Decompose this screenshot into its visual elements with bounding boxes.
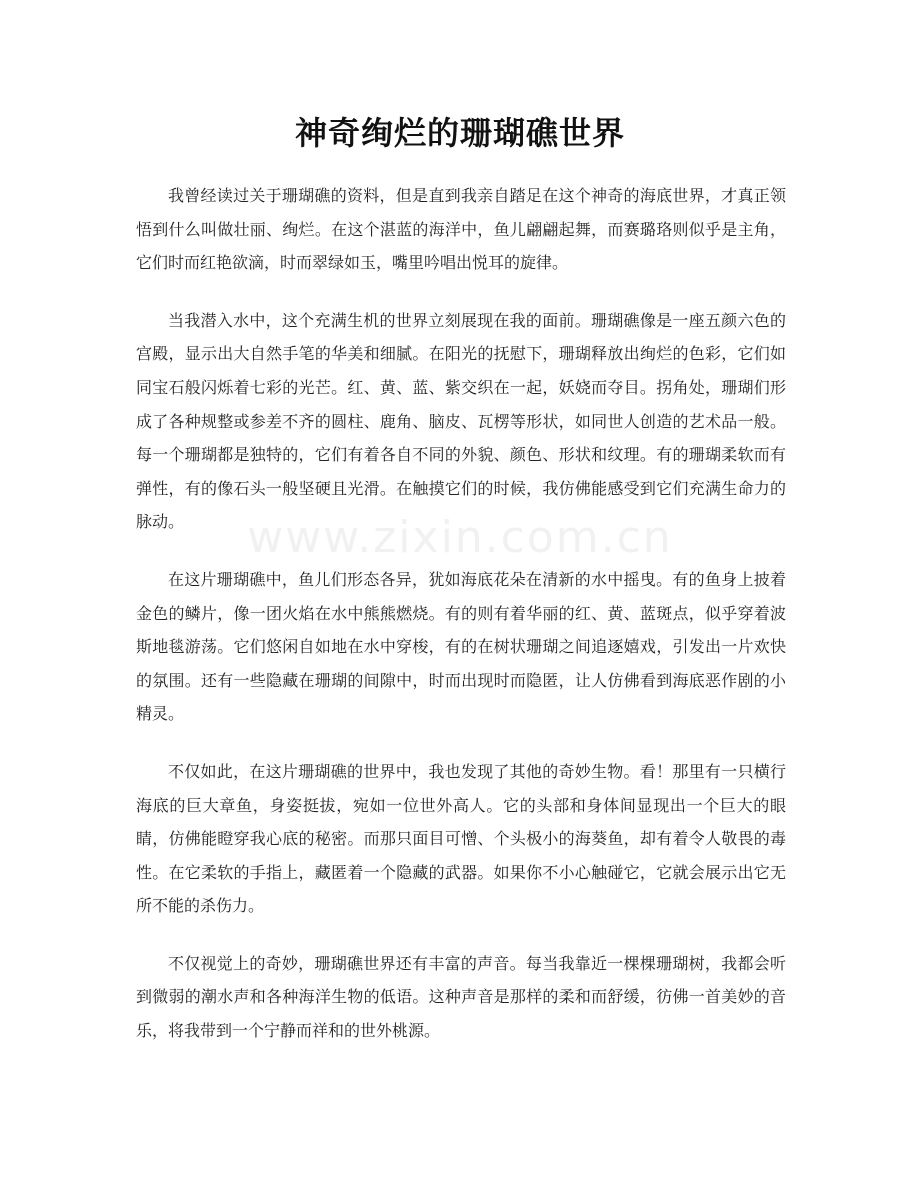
- document-title: 神奇绚烂的珊瑚礁世界: [294, 114, 625, 152]
- paragraph-3: 在这片珊瑚礁中，鱼儿们形态各异，犹如海底花朵在清新的水中摇曳。有的鱼身上披着金色的鳞片，像一团火焰在水中熊熊燃烧。有的则有着华丽的红、黄、蓝斑点，似乎穿着波斯地毯游荡。它们悠闲自如地在水中穿梭，有的在树状珊瑚之间追逐嬉戏，引发出一片欢快的氛围。还有一些隐藏在珊瑚的间隙中，时而出现时而隐匿，让人仿佛看到海底恶作剧的小精灵。: [136, 569, 786, 724]
- paragraph-5: 不仅视觉上的奇妙，珊瑚礁世界还有丰富的声音。每当我靠近一棵棵珊瑚树，我都会听到微弱的潮水声和各种海洋生物的低语。这种声音是那样的柔和而舒缓，彷佛一首美妙的音乐，将我带到一个宁静而祥和的世外桃源。: [136, 953, 786, 1041]
- paragraph-1: 我曾经读过关于珊瑚礁的资料，但是直到我亲自踏足在这个神奇的海底世界，才真正领悟到什么叫做壮丽、绚烂。在这个湛蓝的海洋中，鱼儿翩翩起舞，而赛璐珞则似乎是主角，它们时而红艳欲滴，时而翠绿如玉，嘴里吟唱出悦耳的旋律。: [136, 186, 786, 273]
- document-body: [136, 179, 786, 1072]
- watermark: www.zixin.com.cn: [247, 512, 673, 563]
- paragraph-2: 当我潜入水中，这个充满生机的世界立刻展现在我的面前。珊瑚礁像是一座五颜六色的宫殿，显示出大自然手笔的华美和细腻。在阳光的抚慰下，珊瑚释放出绚烂的色彩，它们如同宝石般闪烁着七彩的光芒。红、黄、蓝、紫交织在一起，妖娆而夺目。拐角处，珊瑚们形成了各种规整或参差不齐的圆柱、鹿角、脑皮、瓦楞等形状，如同世人创造的艺术品一般。每一个珊瑚都是独特的，它们有着各自不同的外貌、颜色、形状和纹理。有的珊瑚柔软而有弹性，有的像石头一般坚硬且光滑。在触摸它们的时候，我仿佛能感受到它们充满生命力的脉动。: [136, 310, 786, 532]
- paragraph-4: 不仅如此，在这片珊瑚礁的世界中，我也发现了其他的奇妙生物。看！那里有一只横行海底的巨大章鱼，身姿挺拔，宛如一位世外高人。它的头部和身体间显现出一个巨大的眼睛，仿佛能瞪穿我心底的秘密。而那只面目可憎、个头极小的海葵鱼，却有着令人敬畏的毒性。在它柔软的手指上，藏匿着一个隐藏的武器。如果你不小心触碰它，它就会展示出它无所不能的杀伤力。: [136, 761, 786, 916]
